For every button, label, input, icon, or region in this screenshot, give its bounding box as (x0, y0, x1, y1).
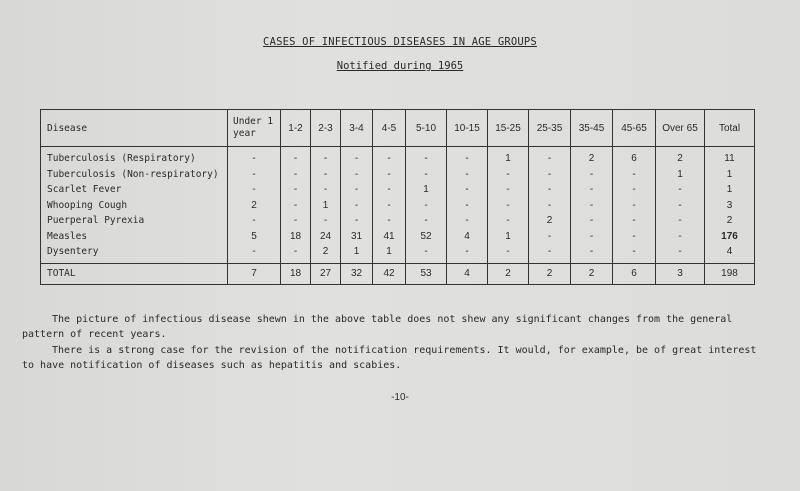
table-cell: - (281, 213, 311, 229)
total-row (41, 263, 755, 284)
table-cell: - (613, 244, 656, 263)
table-cell: 2 (571, 147, 613, 167)
table-cell: - (447, 213, 488, 229)
table-cell: - (406, 244, 447, 263)
column-header: 10-15 (447, 110, 488, 147)
table-cell: 52 (406, 229, 447, 245)
table-cell: 31 (341, 229, 373, 245)
table-row (41, 182, 755, 198)
total-cell: 4 (447, 263, 488, 284)
total-cell: 198 (705, 263, 755, 284)
table-cell: - (447, 198, 488, 214)
disease-name-cell: Dysentery (41, 244, 228, 263)
row-total-cell: 1 (705, 167, 755, 183)
paragraph-2: There is a strong case for the revision of the notification requirements. It would, for example, be of great interest to have notification of diseases such as hepatitis and scabies. (22, 345, 757, 371)
table-cell: - (341, 167, 373, 183)
table-cell: - (281, 198, 311, 214)
table-cell: 18 (281, 229, 311, 245)
disease-name-cell: Scarlet Fever (41, 182, 228, 198)
table-cell: 1 (656, 167, 705, 183)
table-cell: 5 (228, 229, 281, 245)
table-cell: - (447, 182, 488, 198)
table-cell: 2 (529, 213, 571, 229)
table-cell: - (281, 182, 311, 198)
table-row (41, 244, 755, 263)
total-cell: 7 (228, 263, 281, 284)
table-cell: - (228, 182, 281, 198)
disease-name-cell: Puerperal Pyrexia (41, 213, 228, 229)
row-total-cell: 176 (705, 229, 755, 245)
table-cell: - (341, 213, 373, 229)
column-header: 35-45 (571, 110, 613, 147)
table-cell: - (529, 182, 571, 198)
table-cell: 4 (447, 229, 488, 245)
total-cell: 32 (341, 263, 373, 284)
column-header: 3-4 (341, 110, 373, 147)
table-cell: - (311, 147, 341, 167)
table-cell: - (656, 213, 705, 229)
table-cell: - (228, 147, 281, 167)
table-row (41, 147, 755, 167)
table-cell: 1 (341, 244, 373, 263)
table-cell: - (571, 244, 613, 263)
table-cell: - (488, 182, 529, 198)
total-cell: 53 (406, 263, 447, 284)
total-label: TOTAL (41, 263, 228, 284)
table-cell: - (373, 147, 406, 167)
table-cell: - (529, 167, 571, 183)
table-cell: - (529, 198, 571, 214)
table-cell: 2 (656, 147, 705, 167)
table-cell: - (311, 182, 341, 198)
table-cell: - (373, 198, 406, 214)
table-cell: - (406, 167, 447, 183)
table-cell: - (571, 198, 613, 214)
document-subtitle: Notified during 1965 (336, 60, 464, 72)
table-cell: - (571, 182, 613, 198)
table-cell: - (447, 167, 488, 183)
table-cell: - (529, 244, 571, 263)
total-cell: 2 (488, 263, 529, 284)
table-cell: 1 (406, 182, 447, 198)
disease-name-cell: Whooping Cough (41, 198, 228, 214)
table-cell: 24 (311, 229, 341, 245)
table-cell: - (571, 229, 613, 245)
column-header: 25-35 (529, 110, 571, 147)
table-cell: - (656, 244, 705, 263)
document-title: CASES OF INFECTIOUS DISEASES IN AGE GROUPS (263, 36, 537, 48)
total-cell: 27 (311, 263, 341, 284)
table-cell: - (341, 198, 373, 214)
table-cell: - (311, 167, 341, 183)
table-cell: - (228, 167, 281, 183)
table-cell: - (488, 198, 529, 214)
table-cell: - (488, 213, 529, 229)
table-cell: - (406, 147, 447, 167)
table-cell: - (281, 244, 311, 263)
total-cell: 6 (613, 263, 656, 284)
column-header-disease: Disease (41, 110, 228, 147)
table-cell: - (613, 213, 656, 229)
table-cell: - (529, 147, 571, 167)
row-total-cell: 1 (705, 182, 755, 198)
column-header: Over 65 (656, 110, 705, 147)
table-cell: 41 (373, 229, 406, 245)
row-total-cell: 4 (705, 244, 755, 263)
total-cell: 2 (571, 263, 613, 284)
table-cell: - (281, 167, 311, 183)
table-cell: - (447, 244, 488, 263)
disease-name-cell: Tuberculosis (Non-respiratory) (41, 167, 228, 183)
disease-age-table (40, 109, 755, 285)
table-cell: 2 (311, 244, 341, 263)
table-cell: - (529, 229, 571, 245)
table-cell: - (281, 147, 311, 167)
table-row (41, 198, 755, 214)
page-number: -10- (391, 392, 409, 403)
table-cell: - (228, 244, 281, 263)
table-cell: - (656, 198, 705, 214)
table-cell: - (373, 213, 406, 229)
table-cell: - (656, 229, 705, 245)
table-body (41, 147, 755, 285)
column-header-total: Total (705, 110, 755, 147)
column-header: 4-5 (373, 110, 406, 147)
table-cell: - (488, 244, 529, 263)
total-cell: 2 (529, 263, 571, 284)
column-header-under-1: Under 1 year (228, 110, 281, 147)
table-cell: - (613, 182, 656, 198)
column-header: 15-25 (488, 110, 529, 147)
table-row (41, 229, 755, 245)
table-cell: - (373, 182, 406, 198)
table-cell: - (373, 167, 406, 183)
table-cell: 1 (488, 229, 529, 245)
column-header: 1-2 (281, 110, 311, 147)
table-cell: - (228, 213, 281, 229)
row-total-cell: 2 (705, 213, 755, 229)
column-header: 45-65 (613, 110, 656, 147)
total-cell: 42 (373, 263, 406, 284)
table-cell: - (613, 167, 656, 183)
table-header-row (41, 110, 755, 147)
disease-name-cell: Measles (41, 229, 228, 245)
table-cell: - (341, 182, 373, 198)
column-header: 2-3 (311, 110, 341, 147)
row-total-cell: 11 (705, 147, 755, 167)
paragraph-1: The picture of infectious disease shewn in the above table does not shew any significant changes from the general pattern of recent years. (22, 314, 733, 340)
table-cell: - (613, 198, 656, 214)
table-cell: - (311, 213, 341, 229)
table-cell: - (613, 229, 656, 245)
table-cell: - (447, 147, 488, 167)
table-row (41, 167, 755, 183)
table-cell: - (341, 147, 373, 167)
column-header: 5-10 (406, 110, 447, 147)
table-cell: 1 (311, 198, 341, 214)
table-cell: 1 (488, 147, 529, 167)
table-cell: 1 (373, 244, 406, 263)
table-cell: - (656, 182, 705, 198)
table-row (41, 213, 755, 229)
table-cell: - (406, 213, 447, 229)
table-cell: 2 (228, 198, 281, 214)
disease-name-cell: Tuberculosis (Respiratory) (41, 147, 228, 167)
row-total-cell: 3 (705, 198, 755, 214)
table-cell: - (571, 213, 613, 229)
table-cell: - (571, 167, 613, 183)
total-cell: 18 (281, 263, 311, 284)
table-cell: - (406, 198, 447, 214)
total-cell: 3 (656, 263, 705, 284)
table-cell: - (488, 167, 529, 183)
table-cell: 6 (613, 147, 656, 167)
